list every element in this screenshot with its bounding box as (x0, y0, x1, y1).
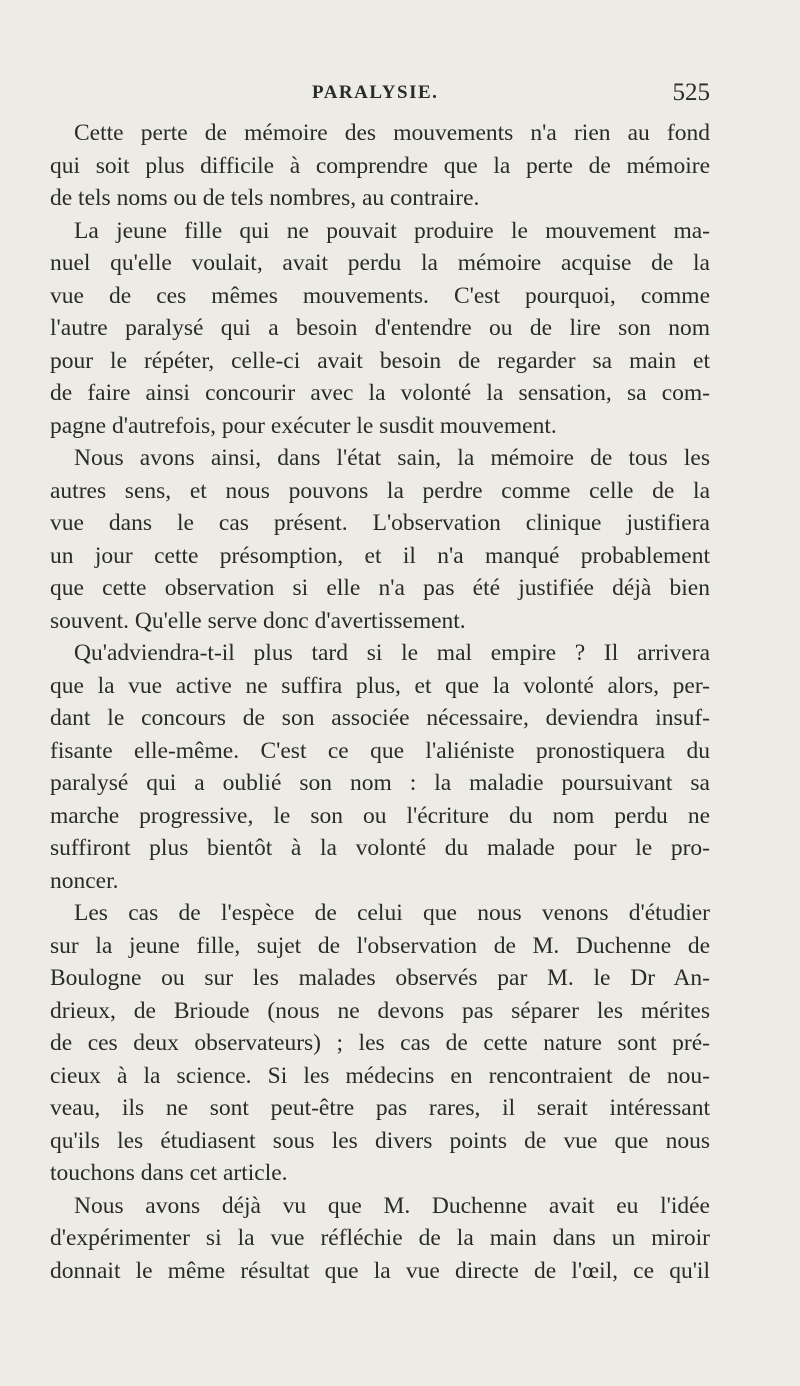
text-line: pour le répéter, celle-ci avait besoin de regarder sa main et (50, 347, 710, 374)
text-line: Nous avons ainsi, dans l'état sain, la mémoire de tous les (74, 445, 710, 471)
body-text (50, 117, 710, 1287)
page-header (50, 79, 710, 112)
text-line: nuel qu'elle voulait, avait perdu la mémoire acquise de la (50, 250, 710, 276)
page-number: 525 (672, 79, 710, 106)
text-line: marche progressive, le son ou l'écriture du nom perdu ne (50, 802, 710, 829)
text-line: dant le concours de son associée nécessaire, deviendra insuf- (50, 705, 710, 731)
text-line: donnait le même résultat que la vue directe de l'œil, ce qu'il (50, 1257, 710, 1284)
text-line: paralysé qui a oublié son nom : la maladie poursuivant sa (50, 770, 710, 796)
text-line: qui soit plus difficile à comprendre que la perte de mémoire (50, 152, 710, 179)
text-line: autres sens, et nous pouvons la perdre comme celle de la (50, 477, 710, 504)
text-line: sur la jeune fille, sujet de l'observation de M. Duchenne de (50, 932, 710, 959)
text-line: souvent. Qu'elle serve donc d'avertissement. (50, 607, 466, 634)
text-line: fisante elle-même. C'est ce que l'aliéniste pronostiquera du (50, 737, 710, 764)
text-line: noncer. (50, 867, 119, 894)
text-line: Nous avons déjà vu que M. Duchenne avait eu l'idée (74, 1192, 710, 1219)
text-line: vue de ces mêmes mouvements. C'est pourquoi, comme (50, 282, 710, 309)
text-line: veau, ils ne sont peut-être pas rares, il serait intéressant (50, 1095, 710, 1121)
text-line: Cette perte de mémoire des mouvements n'a rien au fond (74, 120, 710, 146)
text-line: La jeune fille qui ne pouvait produire le mouvement ma- (74, 217, 710, 244)
text-line: un jour cette présomption, et il n'a manqué probablement (50, 542, 710, 569)
text-line: cieux à la science. Si les médecins en rencontraient de nou- (50, 1062, 710, 1089)
text-line: de tels noms ou de tels nombres, au contraire. (50, 185, 480, 211)
text-line: de faire ainsi concourir avec la volonté la sensation, sa com- (50, 380, 710, 406)
text-line: que cette observation si elle n'a pas été justifiée déjà bien (50, 575, 710, 601)
text-line: que la vue active ne suffira plus, et que la volonté alors, per- (50, 672, 710, 699)
text-line: Les cas de l'espèce de celui que nous venons d'étudier (74, 900, 710, 926)
text-line: drieux, de Brioude (nous ne devons pas séparer les mérites (50, 997, 710, 1024)
text-line: pagne d'autrefois, pour exécuter le susdit mouvement. (50, 412, 557, 439)
text-line: de ces deux observateurs) ; les cas de cette nature sont pré- (50, 1030, 710, 1056)
running-title: PARALYSIE. (312, 82, 439, 103)
text-line: l'autre paralysé qui a besoin d'entendre ou de lire son nom (50, 315, 710, 341)
text-line: Qu'adviendra-t-il plus tard si le mal empire ? Il arrivera (74, 640, 710, 666)
text-line: d'expérimenter si la vue réfléchie de la main dans un miroir (50, 1225, 710, 1251)
text-line: touchons dans cet article. (50, 1160, 288, 1186)
text-line: vue dans le cas présent. L'observation clinique justifiera (50, 510, 710, 536)
text-line: qu'ils les étudiasent sous les divers points de vue que nous (50, 1127, 710, 1154)
text-line: suffiront plus bientôt à la volonté du malade pour le pro- (50, 835, 710, 861)
text-line: Boulogne ou sur les malades observés par M. le Dr An- (50, 965, 710, 991)
